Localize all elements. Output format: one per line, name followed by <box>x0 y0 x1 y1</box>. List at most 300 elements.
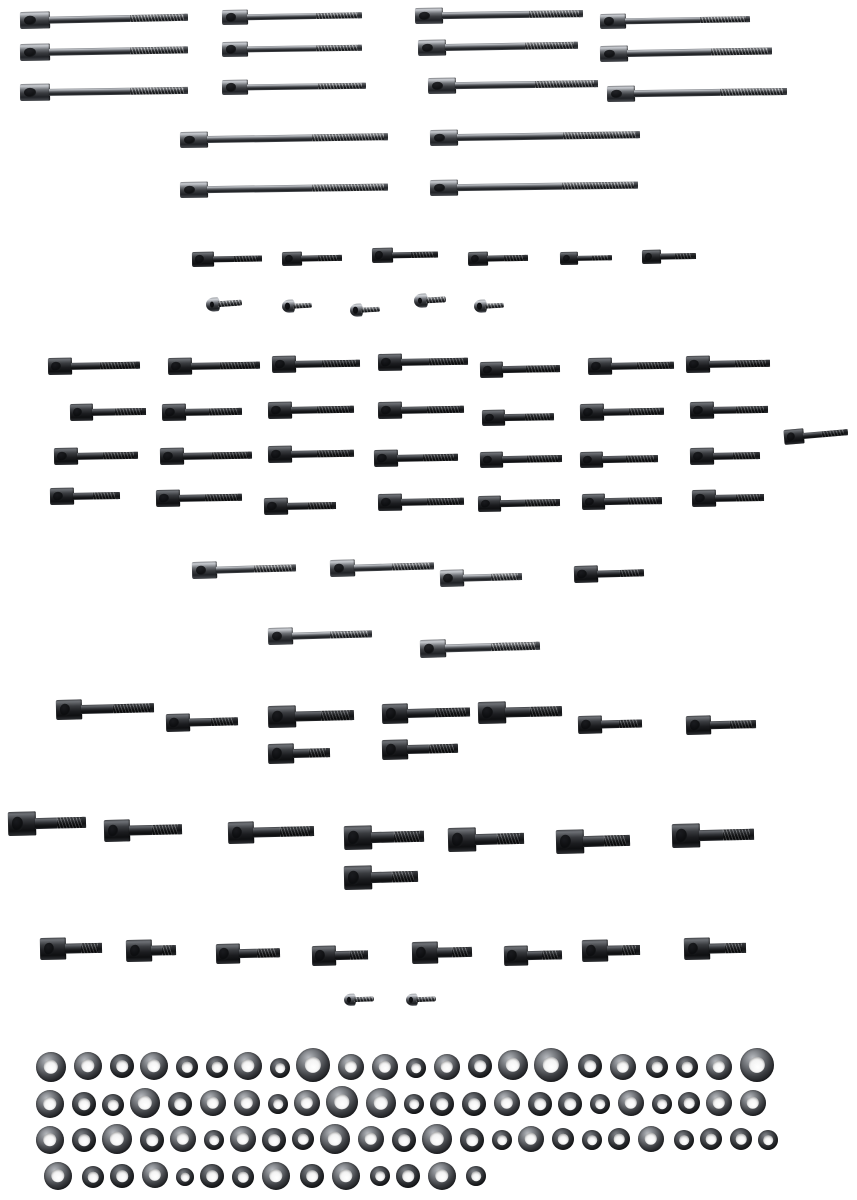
screw-shank <box>185 408 209 416</box>
screw-tip <box>550 413 554 420</box>
screw-tip <box>692 253 696 259</box>
screw-tip <box>258 255 262 262</box>
washer <box>270 1058 290 1078</box>
screw-threads <box>423 453 458 461</box>
washer <box>296 1048 330 1082</box>
washer <box>404 1094 424 1114</box>
washer <box>36 1090 64 1118</box>
socket-cap-screw <box>482 409 554 426</box>
screw-head <box>282 252 302 266</box>
screw-tip <box>184 46 188 54</box>
washer <box>730 1128 752 1150</box>
screw-shank <box>527 951 542 960</box>
socket-cap-screw <box>156 489 242 507</box>
screw-shank <box>601 720 619 728</box>
washer <box>268 1094 288 1114</box>
socket-cap-screw <box>216 943 280 964</box>
socket-cap-screw <box>440 568 522 587</box>
screw-tip <box>332 502 336 510</box>
screw-shank <box>603 408 629 416</box>
washer <box>428 1162 456 1190</box>
washer <box>370 1166 390 1186</box>
screw-head <box>8 811 37 836</box>
screw-tip <box>464 357 468 365</box>
screw-head <box>580 452 603 468</box>
screw-tip <box>670 361 674 369</box>
screw-shank <box>475 834 497 845</box>
socket-cap-screw <box>580 451 658 468</box>
screw-head <box>268 446 292 463</box>
screw-tip <box>518 572 522 580</box>
screw-tip <box>276 948 280 957</box>
screw-threads <box>435 707 470 717</box>
screw-head <box>580 404 604 421</box>
screw-head <box>166 713 190 732</box>
screw-shank <box>291 450 317 458</box>
screw-tip <box>338 255 342 261</box>
screw-shank <box>287 502 308 510</box>
screw-shank <box>660 253 675 259</box>
screw-head <box>54 448 78 465</box>
screw-shank <box>445 643 491 652</box>
screw-tip <box>536 642 540 650</box>
screw-head <box>582 494 605 510</box>
screw-tip <box>150 703 154 712</box>
socket-cap-screw <box>104 818 183 842</box>
screw-threads <box>316 44 362 51</box>
socket-cap-screw <box>578 714 642 734</box>
socket-cap-screw <box>642 249 696 264</box>
screw-shank <box>407 744 429 753</box>
screw-head <box>574 565 598 583</box>
socket-cap-screw <box>272 354 360 373</box>
washer <box>262 1128 286 1152</box>
screw-shank <box>437 947 452 957</box>
button-head-screw <box>414 292 447 308</box>
screw-shank <box>189 718 211 726</box>
screw-head <box>412 941 438 964</box>
screw-shank <box>295 711 321 721</box>
screw-shank <box>191 362 220 370</box>
screw-tip <box>783 88 787 95</box>
washer <box>372 1054 398 1080</box>
screw-tip <box>178 824 182 834</box>
screw-shank <box>371 832 394 843</box>
screw-shank <box>207 185 312 193</box>
screw-head <box>268 627 293 645</box>
socket-cap-screw <box>382 702 470 724</box>
screw-tip <box>234 717 238 725</box>
screw-threads <box>535 80 598 88</box>
socket-cap-screw <box>344 824 425 850</box>
washer <box>422 1124 452 1154</box>
screw-head <box>378 354 402 371</box>
screw-shank <box>213 255 234 262</box>
screw-threads <box>130 86 188 94</box>
screw-tip <box>654 455 658 462</box>
screw-shank <box>457 132 563 141</box>
socket-cap-screw <box>168 356 260 375</box>
socket-cap-screw <box>8 810 87 836</box>
screw-head <box>264 498 288 515</box>
washer <box>652 1094 672 1114</box>
washer <box>498 1050 528 1080</box>
screw-tip <box>310 826 314 836</box>
socket-cap-screw <box>344 864 419 890</box>
screw-tip <box>82 817 86 828</box>
screw-threads <box>700 16 750 23</box>
washer <box>102 1124 132 1154</box>
screw-head <box>378 402 402 419</box>
washer <box>518 1126 544 1152</box>
socket-cap-screw <box>268 625 372 645</box>
screw-shank <box>577 255 592 261</box>
screw-tip <box>142 407 146 415</box>
washer <box>140 1128 164 1152</box>
screw-head <box>692 490 716 507</box>
screw-tip <box>434 251 438 258</box>
socket-cap-screw <box>600 43 772 62</box>
socket-cap-screw <box>180 129 388 148</box>
washer <box>618 1090 644 1116</box>
screw-tip <box>134 451 138 459</box>
washer <box>294 1090 320 1116</box>
socket-cap-screw <box>428 76 598 94</box>
washer <box>110 1054 134 1078</box>
screw-shank <box>455 81 535 89</box>
socket-cap-screw <box>478 495 560 512</box>
screw-head <box>468 252 488 266</box>
screw-tip <box>594 80 598 87</box>
screw-threads <box>628 497 662 505</box>
screw-shank <box>49 87 130 96</box>
socket-cap-screw <box>684 937 746 960</box>
screw-head <box>268 402 292 419</box>
socket-cap-screw <box>222 78 366 95</box>
washer <box>36 1126 64 1154</box>
screw-shank <box>611 362 637 370</box>
socket-cap-screw <box>556 828 631 854</box>
screw-head <box>162 404 186 421</box>
screw-head <box>216 943 240 963</box>
screw-shank <box>504 414 525 421</box>
screw-shank <box>247 83 318 91</box>
screw-tip <box>660 407 664 415</box>
screw-head <box>222 42 248 57</box>
washer <box>204 1130 224 1150</box>
washer <box>758 1130 778 1150</box>
washer <box>460 1128 484 1152</box>
washer <box>200 1164 224 1188</box>
screw-shank <box>607 945 622 955</box>
screw-shank <box>445 43 525 51</box>
screw-head <box>104 819 131 842</box>
washer <box>700 1128 722 1150</box>
screw-head <box>783 428 804 445</box>
screw-head <box>192 252 214 267</box>
screw-threads <box>113 703 154 713</box>
socket-cap-screw <box>692 489 764 507</box>
screw-tip <box>520 833 524 844</box>
screw-head <box>56 699 82 720</box>
socket-cap-screw <box>378 401 464 419</box>
screw-shank <box>151 945 162 955</box>
washer <box>366 1088 396 1118</box>
screw-head <box>480 362 503 378</box>
screw-head <box>168 358 192 375</box>
socket-cap-screw <box>412 941 472 964</box>
screw-tip <box>466 707 470 716</box>
screw-tip <box>238 493 242 501</box>
washer <box>466 1166 486 1186</box>
socket-cap-screw <box>192 251 262 267</box>
screw-threads <box>322 359 360 367</box>
screw-head <box>440 569 464 587</box>
screw-head <box>582 939 608 962</box>
washer <box>740 1048 774 1082</box>
screw-shank <box>392 252 411 259</box>
screw-head <box>374 450 398 467</box>
washer <box>674 1130 694 1150</box>
socket-cap-screw <box>264 497 336 515</box>
socket-cap-screw <box>222 40 362 57</box>
screw-tip <box>750 829 754 840</box>
socket-cap-screw <box>430 177 638 196</box>
socket-cap-screw <box>468 251 528 266</box>
washer <box>434 1054 460 1080</box>
washer <box>676 1056 698 1078</box>
washer <box>492 1130 512 1150</box>
screw-shank <box>397 454 423 462</box>
socket-cap-screw <box>600 11 750 29</box>
screw-head <box>344 825 373 850</box>
screw-tip <box>579 10 583 17</box>
socket-cap-screw <box>374 449 458 467</box>
washer <box>528 1092 552 1116</box>
screw-head <box>686 356 710 373</box>
washer <box>320 1124 350 1154</box>
socket-cap-screw <box>378 493 464 511</box>
screw-shank <box>216 565 254 574</box>
screw-threads <box>130 46 188 54</box>
socket-cap-screw <box>166 712 238 732</box>
screw-shank <box>715 494 736 502</box>
washer <box>230 1126 256 1152</box>
washer <box>232 1166 254 1188</box>
screw-shank <box>625 16 700 24</box>
screw-tip <box>558 706 562 716</box>
screw-threads <box>720 88 787 96</box>
washer <box>206 1056 228 1078</box>
washer <box>608 1128 630 1150</box>
screw-shank <box>709 943 725 953</box>
screw-head <box>20 84 50 101</box>
screw-head <box>20 11 50 29</box>
screw-head <box>686 715 711 735</box>
screw-shank <box>713 406 736 414</box>
washer <box>406 1058 426 1078</box>
screw-shank <box>401 358 429 366</box>
washer <box>706 1054 732 1080</box>
screw-tip <box>414 871 418 882</box>
screw-head <box>156 490 180 507</box>
screw-head <box>268 743 294 764</box>
washer <box>578 1054 602 1078</box>
screw-head <box>588 358 612 375</box>
screw-tip <box>292 564 296 572</box>
screw-tip <box>752 720 756 728</box>
screw-head <box>672 823 701 848</box>
screw-shank <box>583 836 604 847</box>
socket-cap-screw <box>582 493 662 510</box>
washer <box>142 1162 168 1188</box>
screw-threads <box>637 361 674 369</box>
screw-threads <box>529 10 583 18</box>
screw-tip <box>350 449 354 457</box>
button-screw-shank <box>485 302 504 308</box>
screw-tip <box>764 405 768 413</box>
button-head-screw <box>206 296 243 312</box>
washer <box>706 1090 732 1116</box>
screw-shank <box>457 183 562 191</box>
screw-head <box>192 561 217 579</box>
screw-head <box>228 821 255 844</box>
socket-cap-screw <box>480 361 560 378</box>
screw-threads <box>527 455 562 463</box>
screw-head <box>312 945 336 965</box>
socket-cap-screw <box>418 37 578 56</box>
screw-tip <box>556 365 560 372</box>
screw-shank <box>49 47 130 56</box>
washer <box>396 1164 420 1188</box>
socket-cap-screw <box>180 179 388 198</box>
washer <box>582 1130 602 1150</box>
screw-threads <box>563 131 640 139</box>
screw-shank <box>71 362 100 370</box>
screw-tip <box>756 452 760 460</box>
socket-cap-screw <box>448 826 525 852</box>
screw-head <box>382 703 408 724</box>
button-screw-shank <box>218 300 242 308</box>
socket-cap-screw <box>588 357 674 375</box>
screw-head <box>482 410 505 426</box>
screw-tip <box>460 497 464 505</box>
washer <box>740 1090 766 1116</box>
screw-head <box>126 939 152 962</box>
screw-head <box>607 86 635 102</box>
socket-cap-screw <box>478 700 563 724</box>
screw-shank <box>49 14 130 23</box>
socket-cap-screw <box>574 564 644 583</box>
socket-cap-screw <box>40 937 102 960</box>
screw-shank <box>92 408 115 416</box>
screw-tip <box>358 12 362 19</box>
socket-cap-screw <box>268 704 355 728</box>
screw-head <box>50 488 74 505</box>
screw-shank <box>293 749 309 758</box>
screw-shank <box>602 456 626 463</box>
screw-shank <box>371 872 392 883</box>
screw-tip <box>626 835 630 846</box>
socket-cap-screw <box>20 8 188 29</box>
washer <box>234 1052 262 1080</box>
screw-tip <box>636 131 640 138</box>
socket-cap-screw <box>126 939 176 962</box>
washer <box>534 1048 568 1082</box>
screw-tip <box>608 255 612 261</box>
screw-head <box>478 701 507 724</box>
screw-shank <box>502 456 527 463</box>
washer <box>44 1162 72 1190</box>
screw-tip <box>524 255 528 261</box>
washer <box>430 1092 454 1116</box>
button-screw-shank <box>361 306 380 312</box>
screw-shank <box>502 366 526 373</box>
screw-head <box>272 356 296 373</box>
socket-cap-screw <box>686 355 770 373</box>
screw-head <box>578 715 602 734</box>
screw-shank <box>179 494 205 502</box>
screw-shank <box>73 492 93 500</box>
socket-cap-screw <box>312 945 368 966</box>
screw-head <box>222 80 248 95</box>
screw-threads <box>312 184 388 192</box>
screw-shank <box>803 431 823 439</box>
socket-cap-screw <box>222 8 362 25</box>
screw-head <box>560 252 578 265</box>
screw-head <box>430 130 458 146</box>
screw-head <box>690 402 714 419</box>
socket-cap-screw <box>330 557 434 577</box>
socket-cap-screw <box>50 487 120 505</box>
screw-shank <box>291 406 317 414</box>
washer <box>358 1126 384 1152</box>
screw-head <box>268 705 297 728</box>
screw-shank <box>627 49 711 57</box>
screw-head <box>448 827 477 852</box>
screw-shank <box>247 45 316 53</box>
socket-cap-screw <box>430 127 640 146</box>
screw-tip <box>556 499 560 506</box>
socket-cap-screw <box>228 820 315 844</box>
washer <box>170 1126 196 1152</box>
socket-cap-screw <box>268 401 354 419</box>
screw-head <box>478 496 501 512</box>
screw-head <box>20 43 50 61</box>
screw-shank <box>401 406 427 414</box>
screw-tip <box>454 744 458 753</box>
screw-tip <box>636 945 640 955</box>
screw-head <box>180 132 208 148</box>
washer <box>646 1056 668 1078</box>
screw-threads <box>130 13 188 22</box>
screw-head <box>415 8 443 24</box>
screw-shank <box>247 13 316 21</box>
socket-cap-screw <box>372 247 438 263</box>
washer <box>200 1090 226 1116</box>
screw-tip <box>350 405 354 413</box>
screw-tip <box>742 943 746 953</box>
screw-shank <box>77 452 103 460</box>
screw-shank <box>442 11 529 19</box>
washer <box>72 1128 96 1152</box>
screw-tip <box>326 748 330 757</box>
screw-shank <box>407 708 435 717</box>
washer <box>176 1168 194 1186</box>
button-screw-shank <box>293 302 312 308</box>
socket-cap-screw <box>268 445 354 463</box>
socket-cap-screw <box>582 939 640 962</box>
